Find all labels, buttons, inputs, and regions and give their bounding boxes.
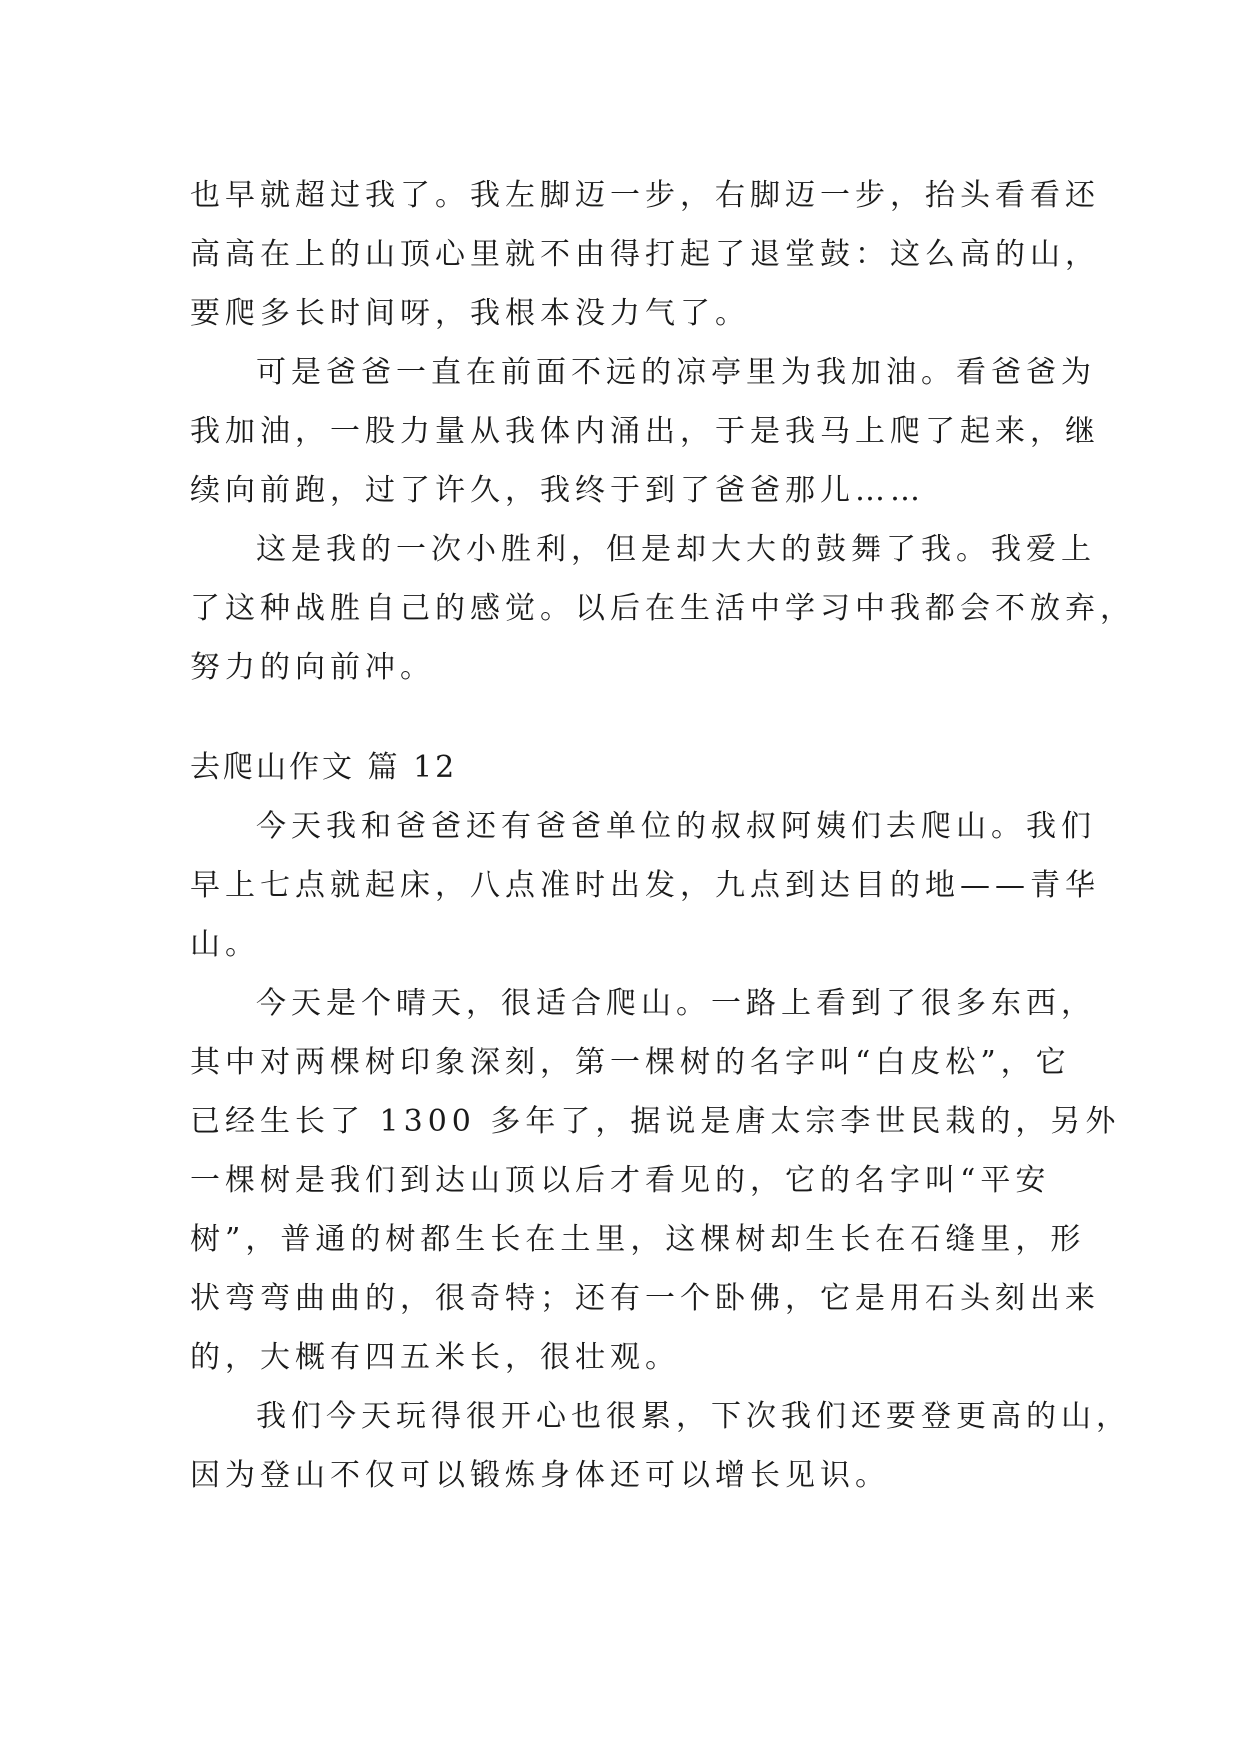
text-line: 早上七点就起床，八点准时出发，九点到达目的地——青华: [190, 868, 1100, 903]
text-line: 的，大概有四五米长，很壮观。: [190, 1340, 680, 1375]
text-line: 要爬多长时间呀，我根本没力气了。: [190, 296, 750, 331]
text-line: 我加油，一股力量从我体内涌出，于是我马上爬了起来，继: [190, 414, 1100, 449]
text-line: 了这种战胜自己的感觉。以后在生活中学习中我都会不放弃，: [190, 591, 1135, 626]
body-text-section-2: [190, 797, 1131, 1505]
text-line: 高高在上的山顶心里就不由得打起了退堂鼓：这么高的山，: [190, 237, 1100, 272]
text-line: 今天我和爸爸还有爸爸单位的叔叔阿姨们去爬山。我们: [256, 809, 1096, 844]
text-line: 其中对两棵树印象深刻，第一棵树的名字叫“白皮松”，它: [190, 1045, 1071, 1080]
text-line: 已经生长了 1300 多年了，据说是唐太宗李世民栽的，另外: [190, 1104, 1121, 1139]
section-heading: 去爬山作文 篇 12: [190, 750, 458, 785]
text-line: 可是爸爸一直在前面不远的凉亭里为我加油。看爸爸为: [256, 355, 1096, 390]
text-line: 续向前跑，过了许久，我终于到了爸爸那儿……: [190, 473, 925, 508]
text-line: 状弯弯曲曲的，很奇特；还有一个卧佛，它是用石头刻出来: [190, 1281, 1100, 1316]
text-line: 努力的向前冲。: [190, 650, 435, 685]
text-line: 因为登山不仅可以锻炼身体还可以增长见识。: [190, 1458, 890, 1493]
text-line: 山。: [190, 927, 260, 962]
text-line: 树”，普通的树都生长在土里，这棵树却生长在石缝里，形: [190, 1222, 1086, 1257]
body-text-section-1: [190, 166, 1135, 697]
text-line: 一棵树是我们到达山顶以后才看见的，它的名字叫“平安: [190, 1163, 1051, 1198]
text-line: 今天是个晴天，很适合爬山。一路上看到了很多东西，: [256, 986, 1096, 1021]
text-line: 也早就超过我了。我左脚迈一步，右脚迈一步，抬头看看还: [190, 178, 1100, 213]
text-line: 这是我的一次小胜利，但是却大大的鼓舞了我。我爱上: [256, 532, 1096, 567]
text-line: 我们今天玩得很开心也很累，下次我们还要登更高的山，: [256, 1399, 1131, 1434]
